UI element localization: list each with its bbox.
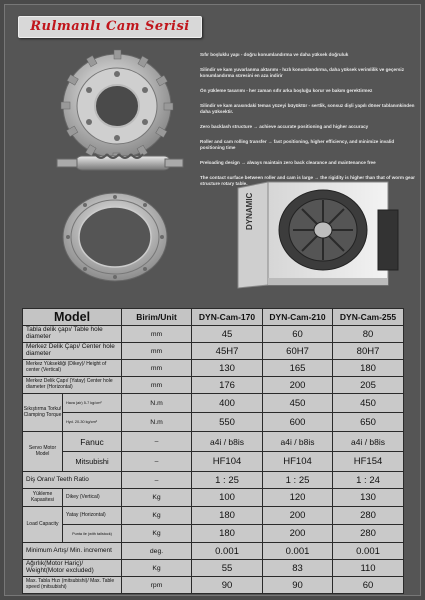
rotary-table-illustration — [228, 180, 403, 290]
table-row — [23, 360, 404, 377]
header-dyn-cam-170: DYN-Cam-170 — [192, 309, 263, 326]
value-cell: 55 — [192, 560, 263, 577]
machine-brand: DYNAMIC — [245, 192, 254, 230]
table-row — [23, 432, 404, 452]
spec-table — [22, 308, 404, 594]
table-row — [23, 326, 404, 343]
table-row — [23, 543, 404, 560]
feature-item: Zero backlash structure → achieve accurate positioning and higher accuracy — [200, 124, 369, 129]
value-cell: 45 — [192, 326, 263, 343]
feature-item: The contact surface between roller and cam is large → the rigidity is higher than that of worm gear structure rotary table. — [200, 175, 415, 186]
row-label: Merkez Delik Çapı/ Center hole diameter — [23, 343, 122, 360]
header-row — [23, 309, 404, 326]
group-label-servo: Servo Motor Model — [23, 432, 63, 472]
table-row — [23, 413, 404, 432]
value-cell: 180 — [333, 360, 404, 377]
table-row — [23, 343, 404, 360]
group-label-clamping: Sıkıştırma Torku/ Clamping Torque — [23, 394, 63, 432]
value-cell: 280 — [333, 507, 404, 525]
table-row — [23, 489, 404, 507]
value-cell: 200 — [263, 525, 333, 543]
value-cell: 400 — [192, 394, 263, 413]
group-label-load: Yükleme Kapasitesi — [23, 489, 63, 507]
value-cell: 0.001 — [263, 543, 333, 560]
value-cell: 200 — [263, 377, 333, 394]
value-cell: 205 — [333, 377, 404, 394]
unit-cell: Kg — [122, 489, 192, 507]
row-label: Tabla delik çapı/ Table hole diameter — [23, 326, 122, 343]
header-unit: Birim/Unit — [122, 309, 192, 326]
unit-cell: mm — [122, 326, 192, 343]
header-dyn-cam-210: DYN-Cam-210 — [263, 309, 333, 326]
feature-item: Roller and cam rolling transfer → fast positioning, higher efficiency, and minimize invalid positioning time — [200, 139, 395, 150]
row-label: Minimum Artış/ Min. increment — [23, 543, 122, 560]
table-row — [23, 472, 404, 489]
feature-item: Ön yükleme tasarımı - her zaman sıfır arka boşluğu korur ve bakım gerektirmez — [200, 88, 373, 93]
value-cell: 0.001 — [192, 543, 263, 560]
value-cell: 180 — [192, 525, 263, 543]
table-row — [23, 577, 404, 594]
header-dyn-cam-255: DYN-Cam-255 — [333, 309, 404, 326]
row-label: Merkez Delik Çapı/ (Yatay) Center hole diameter (Horizontal) — [23, 377, 122, 394]
value-cell: 120 — [263, 489, 333, 507]
bearing-ring-illustration — [60, 190, 170, 285]
group-label-load-capacity: Load Capacity — [23, 507, 63, 543]
value-cell: 1 : 25 — [263, 472, 333, 489]
value-cell: 550 — [192, 413, 263, 432]
value-cell: a4i / b8is — [192, 432, 263, 452]
value-cell: 60 — [333, 577, 404, 594]
value-cell: 110 — [333, 560, 404, 577]
value-cell: 90 — [192, 577, 263, 594]
unit-cell: – — [122, 432, 192, 452]
value-cell: 130 — [192, 360, 263, 377]
value-cell: 80 — [333, 326, 404, 343]
value-cell: 450 — [333, 394, 404, 413]
feature-item: Silindir ve kam arasındaki temas yüzeyi büyüktür - sertlik, sonsuz dişli yapılı döner tablanınkinden daha yüksektir. — [200, 103, 415, 114]
value-cell: 450 — [263, 394, 333, 413]
value-cell: 80H7 — [333, 343, 404, 360]
row-label: Merkez Yüksekliği (Dikey)/ Height of center (Vertical) — [23, 360, 122, 377]
unit-cell: mm — [122, 343, 192, 360]
value-cell: HF104 — [192, 452, 263, 472]
value-cell: 83 — [263, 560, 333, 577]
table-row — [23, 394, 404, 413]
value-cell: 1 : 24 — [333, 472, 404, 489]
feature-item: Preloading design → always maintain zero back clearance and maintenance free — [200, 160, 376, 165]
value-cell: 650 — [333, 413, 404, 432]
value-cell: 0.001 — [333, 543, 404, 560]
row-label: Mitsubishi — [63, 452, 122, 472]
row-label: Ağırlık(Motor Hariç)/ Weight(Motor excluded) — [23, 560, 122, 577]
unit-cell: Kg — [122, 560, 192, 577]
header-model: Model — [23, 309, 122, 326]
unit-cell: – — [122, 472, 192, 489]
value-cell: HF104 — [263, 452, 333, 472]
unit-cell: mm — [122, 377, 192, 394]
unit-cell: – — [122, 452, 192, 472]
row-label: Fanuc — [63, 432, 122, 452]
value-cell: 60 — [263, 326, 333, 343]
value-cell: 280 — [333, 525, 404, 543]
title-banner — [18, 16, 202, 38]
table-row — [23, 560, 404, 577]
row-label: Dikey (Vertical) — [63, 489, 122, 507]
row-label: Hava (air) 5-7 kg/cm² — [63, 394, 122, 413]
value-cell: 1 : 25 — [192, 472, 263, 489]
value-cell: 600 — [263, 413, 333, 432]
table-row — [23, 452, 404, 472]
value-cell: 90 — [263, 577, 333, 594]
value-cell: 130 — [333, 489, 404, 507]
unit-cell: N.m — [122, 394, 192, 413]
value-cell: 180 — [192, 507, 263, 525]
feature-list — [200, 52, 415, 196]
table-row — [23, 507, 404, 525]
value-cell: 165 — [263, 360, 333, 377]
row-label: Max. Tabla Hızı (mitsubishi)/ Max. Table speed (mitsubishi) — [23, 577, 122, 594]
page-title: Rulmanlı Cam Serisi — [30, 19, 190, 34]
feature-item: Sıfır boşluklu yapı - doğru konumlandırma ve daha yüksek doğruluk — [200, 52, 349, 57]
unit-cell: N.m — [122, 413, 192, 432]
unit-cell: Kg — [122, 525, 192, 543]
row-label: Hyd. 20-30 kg/cm² — [63, 413, 122, 432]
unit-cell: mm — [122, 360, 192, 377]
unit-cell: rpm — [122, 577, 192, 594]
unit-cell: deg. — [122, 543, 192, 560]
table-row — [23, 377, 404, 394]
unit-cell: Kg — [122, 507, 192, 525]
value-cell: 176 — [192, 377, 263, 394]
table-row — [23, 525, 404, 543]
row-label: Yatay (Horizontal) — [63, 507, 122, 525]
row-label: Diş Oranı/ Teeth Ratio — [23, 472, 122, 489]
value-cell: 45H7 — [192, 343, 263, 360]
value-cell: 100 — [192, 489, 263, 507]
feature-item: Silindir ve kam yuvarlanma aktarımı - hızlı konumlandırma, daha yüksek verimlilik ve geçersiz konumlandırma süresini en aza indirir — [200, 67, 405, 78]
value-cell: 200 — [263, 507, 333, 525]
value-cell: 60H7 — [263, 343, 333, 360]
value-cell: a4i / b8is — [263, 432, 333, 452]
value-cell: HF154 — [333, 452, 404, 472]
value-cell: a4i / b8is — [333, 432, 404, 452]
row-label: Punta ile (with tailstock) — [63, 525, 122, 543]
cam-gear-illustration — [55, 48, 185, 198]
